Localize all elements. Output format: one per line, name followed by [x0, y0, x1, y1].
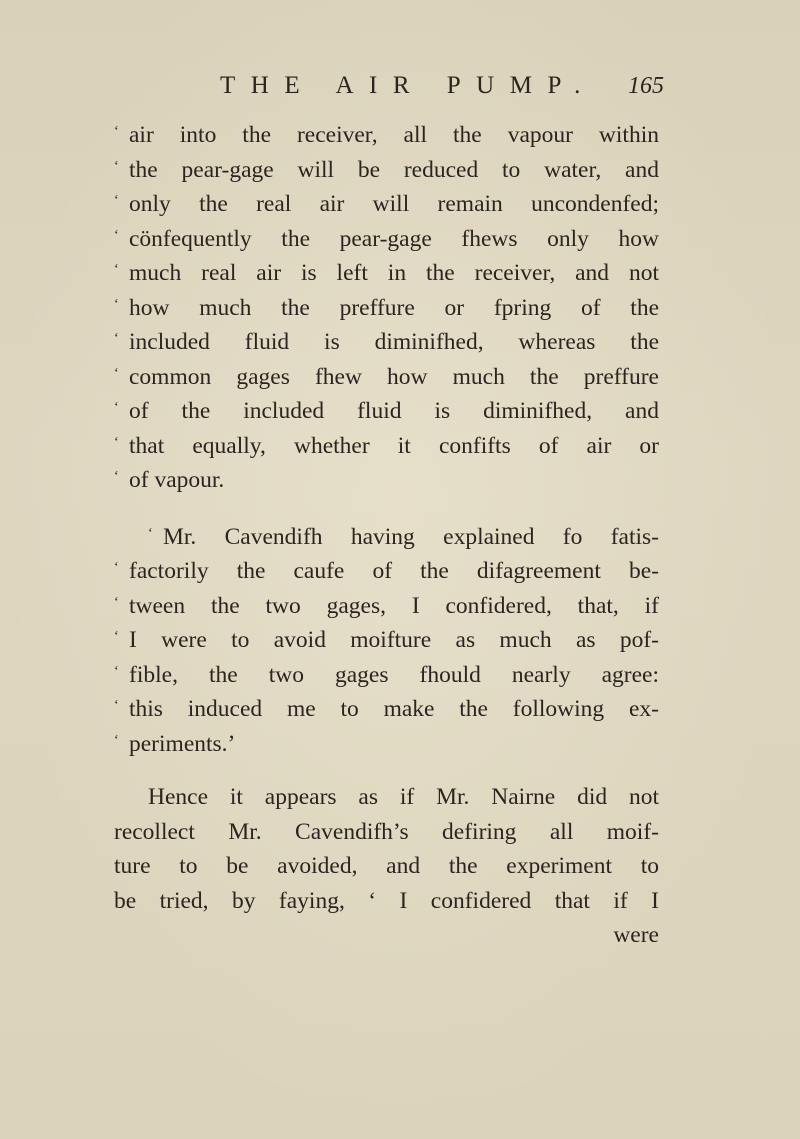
line-text: I were to avoid moifture as much as pof-	[129, 627, 659, 653]
quote-mark: ‘	[114, 400, 119, 415]
line-text: only the real air will remain uncondenfed;	[129, 191, 659, 217]
quote-mark: ‘	[114, 124, 119, 139]
text-line	[114, 391, 659, 426]
quote-mark: ‘	[114, 434, 119, 450]
line-text: cönfequently the pear-gage fhews only how	[129, 225, 659, 252]
line-text: of the included fluid is diminifhed, and	[129, 398, 659, 424]
paragraph-1	[114, 115, 659, 495]
text-line	[114, 620, 659, 655]
quote-mark: ‘	[114, 262, 119, 277]
text-line	[114, 253, 659, 288]
text-line	[114, 689, 659, 724]
paragraph-gap	[114, 758, 659, 780]
quote-mark: ‘	[114, 594, 119, 610]
text-line: be tried, by faying, ‘ I confidered that if I	[114, 887, 659, 914]
text-line	[114, 655, 659, 690]
page-number: 165	[628, 73, 664, 99]
line-text: periments.’	[129, 730, 236, 757]
line-text: included fluid is diminifhed, whereas the	[129, 329, 659, 355]
quote-mark: ‘	[114, 469, 119, 484]
line-text: that equally, whether it confifts of air or	[129, 432, 659, 459]
line-text: fible, the two gages fhould nearly agree:	[129, 661, 659, 688]
line-text: how much the preffure or fpring of the	[129, 294, 659, 321]
quote-mark: ‘	[114, 158, 119, 174]
text-line	[114, 517, 659, 552]
line-text: Mr. Cavendifh having explained fo fatis-	[163, 523, 659, 550]
text-line: Hence it appears as if Mr. Nairne did not	[148, 784, 659, 810]
text-line: ture to be avoided, and the experiment to	[114, 853, 659, 879]
text-line	[114, 322, 659, 357]
quote-mark: ‘	[114, 193, 119, 208]
text-line	[114, 724, 659, 759]
catchword: were	[613, 922, 659, 948]
paragraph-3	[114, 780, 659, 953]
text-line: recollect Mr. Cavendifh’s defiring all moif-	[114, 818, 659, 845]
text-line	[114, 184, 659, 219]
quote-mark: ‘	[114, 365, 119, 381]
text-line	[114, 586, 659, 621]
quote-mark: ‘	[114, 663, 119, 679]
text-line	[114, 150, 659, 185]
quote-mark: ‘	[114, 227, 119, 243]
line-text: tween the two gages, I confidered, that, if	[129, 592, 659, 619]
line-text: the pear-gage will be reduced to water, and	[129, 156, 659, 183]
quote-mark: ‘	[148, 525, 153, 541]
text-line	[114, 219, 659, 254]
text-line	[114, 288, 659, 323]
line-text: air into the receiver, all the vapour within	[129, 122, 659, 148]
text-line	[114, 357, 659, 392]
line-text: much real air is left in the receiver, and not	[129, 260, 659, 286]
text-line	[114, 426, 659, 461]
body-text	[114, 115, 659, 953]
line-text: of vapour.	[129, 467, 225, 493]
running-title: THE AIR PUMP.	[220, 72, 596, 99]
quote-mark: ‘	[114, 732, 119, 748]
text-line	[114, 460, 659, 495]
quote-mark: ‘	[114, 331, 119, 346]
quote-mark: ‘	[114, 629, 119, 644]
line-text: this induced me to make the following ex-	[129, 696, 659, 722]
paragraph-2	[114, 517, 659, 759]
text-line	[114, 115, 659, 150]
line-text: factorily the caufe of the difagreement be-	[129, 558, 659, 584]
text-line	[114, 551, 659, 586]
quote-mark: ‘	[114, 560, 119, 575]
quote-mark: ‘	[114, 698, 119, 713]
page-header	[0, 72, 800, 108]
paragraph-gap	[114, 495, 659, 517]
quote-mark: ‘	[114, 296, 119, 312]
line-text: common gages fhew how much the preffure	[129, 363, 659, 390]
